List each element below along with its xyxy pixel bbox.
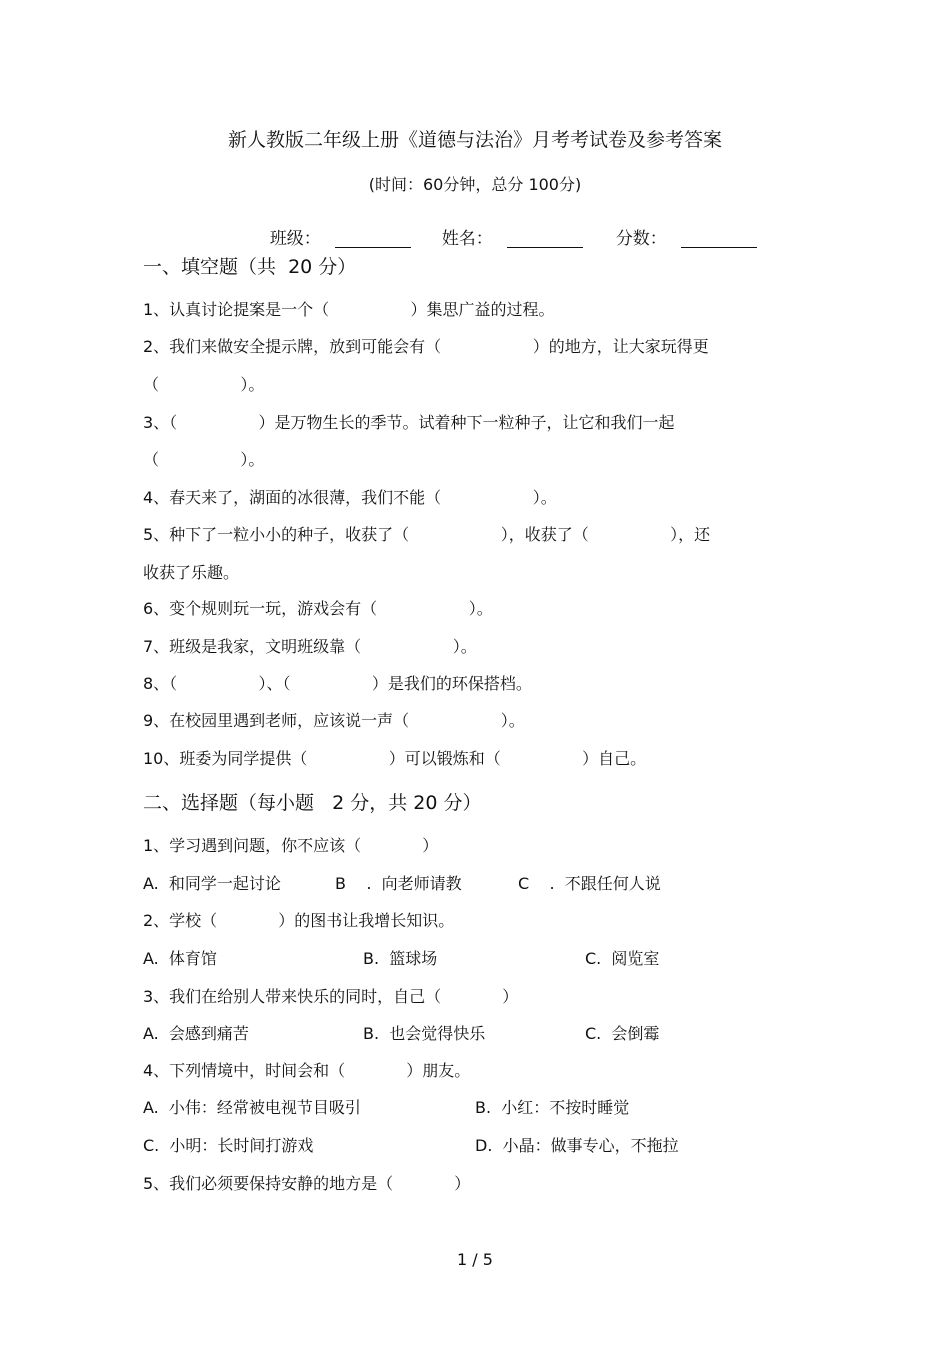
choice-1-option-a: A. 和同学一起讨论 (143, 874, 281, 893)
score-blank[interactable] (681, 231, 757, 248)
class-field (259, 214, 411, 248)
choice-3-option-b: B. 也会觉得快乐 (363, 1024, 486, 1043)
fill-question-2: 2、我们来做安全提示牌，放到可能会有（ ）的地方，让大家玩得更 (143, 337, 709, 356)
fill-question-8: 8、（ ）、（ ）是我们的环保搭档。 (143, 674, 532, 693)
score-label: 分数： (615, 229, 667, 249)
name-blank[interactable] (507, 231, 583, 248)
choice-question-1: 1、学习遇到问题，你不应该（ ） (143, 836, 439, 855)
section-choice-heading: 二、选择题（每小题 2 分，共 20 分） (143, 792, 482, 814)
choice-2-option-b: B. 篮球场 (363, 949, 438, 968)
class-blank[interactable] (335, 231, 411, 248)
fill-question-10: 10、班委为同学提供（ ）可以锻炼和（ ）自己。 (143, 749, 647, 768)
exam-time-score: (时间：60分钟，总分 100分) (368, 175, 582, 194)
choice-1-option-c: C . 不跟任何人说 (518, 874, 661, 893)
choice-1-option-b: B . 向老师请教 (335, 874, 462, 893)
fill-question-7: 7、班级是我家，文明班级靠（ ）。 (143, 637, 477, 656)
section-fill-in-heading: 一、填空题（共 20 分） (143, 256, 357, 278)
fill-question-1: 1、认真讨论提案是一个（ ）集思广益的过程。 (143, 300, 555, 319)
choice-question-4: 4、下列情境中，时间会和（ ）朋友。 (143, 1061, 471, 1080)
choice-4-option-b: B. 小红：不按时睡觉 (475, 1098, 630, 1117)
choice-3-option-c: C. 会倒霉 (585, 1024, 660, 1043)
choice-question-2: 2、学校（ ）的图书让我增长知识。 (143, 911, 455, 930)
document-title: 新人教版二年级上册《道德与法治》月考考试卷及参考答案 (227, 129, 722, 151)
fill-question-5-cont: 收获了乐趣。 (143, 563, 240, 582)
name-field (431, 214, 583, 248)
fill-question-2-cont: （ ）。 (143, 375, 265, 394)
name-label: 姓名： (441, 229, 493, 249)
choice-4-option-c: C. 小明：长时间打游戏 (143, 1136, 314, 1155)
fill-question-3: 3、（ ）是万物生长的季节。试着种下一粒种子，让它和我们一起 (143, 413, 675, 432)
choice-4-option-d: D. 小晶：做事专心，不拖拉 (475, 1136, 679, 1155)
page-number: 1 / 5 (457, 1250, 493, 1269)
choice-question-3: 3、我们在给别人带来快乐的同时，自己（ ） (143, 987, 519, 1006)
class-label: 班级： (269, 229, 321, 249)
fill-question-5: 5、种下了一粒小小的种子，收获了（ ），收获了（ ），还 (143, 525, 711, 544)
fill-question-6: 6、变个规则玩一玩，游戏会有（ ）。 (143, 599, 493, 618)
fill-question-3-cont: （ ）。 (143, 450, 265, 469)
score-field (605, 214, 757, 248)
choice-2-option-c: C. 阅览室 (585, 949, 660, 968)
fill-question-9: 9、在校园里遇到老师，应该说一声（ ）。 (143, 711, 525, 730)
fill-question-4: 4、春天来了，湖面的冰很薄，我们不能（ ）。 (143, 488, 557, 507)
choice-question-5: 5、我们必须要保持安静的地方是（ ） (143, 1174, 471, 1193)
choice-3-option-a: A. 会感到痛苦 (143, 1024, 249, 1043)
choice-4-option-a: A. 小伟：经常被电视节目吸引 (143, 1098, 361, 1117)
choice-2-option-a: A. 体育馆 (143, 949, 217, 968)
